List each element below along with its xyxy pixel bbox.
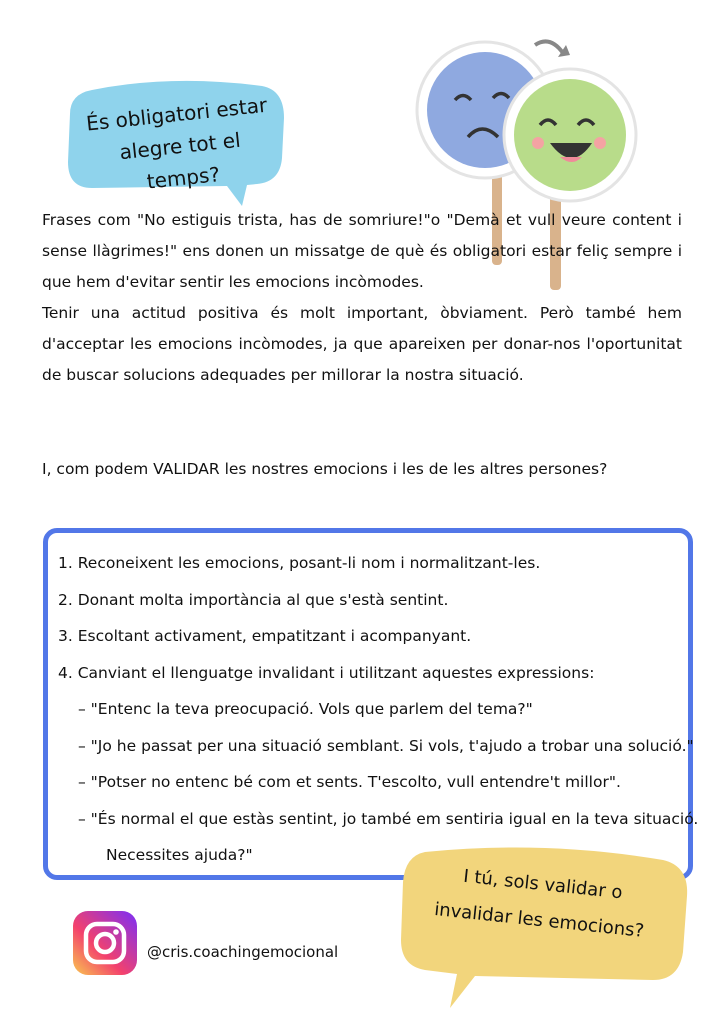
intro-paragraph-2: Tenir una actitud positiva és molt important, òbviament. Però també hem d'acceptar les emocions incòmodes, ja que apareixen per donar-nos l'oportunitat de buscar solucions adequades per millorar la nostra situació.	[42, 304, 682, 384]
top-speech-bubble	[62, 78, 287, 194]
bubble-line-2: invalidar les emocions?	[433, 898, 646, 942]
expression-item: – "Entenc la teva preocupació. Vols que parlem del tema?"	[78, 700, 533, 718]
intro-text	[42, 205, 682, 391]
bubble-line-1: És obligatori estar	[85, 92, 269, 136]
curved-arrow-icon	[535, 41, 570, 57]
expression-continuation: Necessites ajuda?"	[106, 846, 253, 864]
instagram-handle[interactable]: @cris.coachingemocional	[147, 943, 339, 961]
bubble-line-2: alegre tot el temps?	[118, 127, 242, 194]
list-item: 1. Reconeixent les emocions, posant-li nom i normalitzant-les.	[58, 554, 541, 572]
expression-item: – "És normal el que estàs sentint, jo també em sentiria igual en la teva situació.	[78, 809, 699, 828]
list-item: 2. Donant molta importància al que s'està sentint.	[58, 590, 449, 609]
expression-item: – "Potser no entenc bé com et sents. T'escolto, vull entendre't millor".	[78, 773, 621, 791]
intro-paragraph-1: Frases com "No estiguis trista, has de somriure!"o "Demà et vull veure content i sense llàgrimes!" ens donen un missatge de què és obligatori estar feliç sempre i que hem d'evitar sentir les emocions incòmodes.	[42, 211, 682, 291]
instagram-icon[interactable]	[72, 910, 138, 976]
bottom-speech-bubble	[395, 842, 695, 1012]
list-item: 3. Escoltant activament, empatitzant i acompanyant.	[58, 627, 472, 645]
validation-question: I, com podem VALIDAR les nostres emocions i les de les altres persones?	[42, 460, 608, 478]
validation-list	[58, 545, 698, 874]
expression-item: – "Jo he passat per una situació semblant. Si vols, t'ajudo a trobar una solució."	[78, 736, 694, 755]
list-item: 4. Canviant el llenguatge invalidant i utilitzant aquestes expressions:	[58, 663, 595, 682]
bubble-line-1: I tú, sols validar o	[462, 865, 624, 904]
